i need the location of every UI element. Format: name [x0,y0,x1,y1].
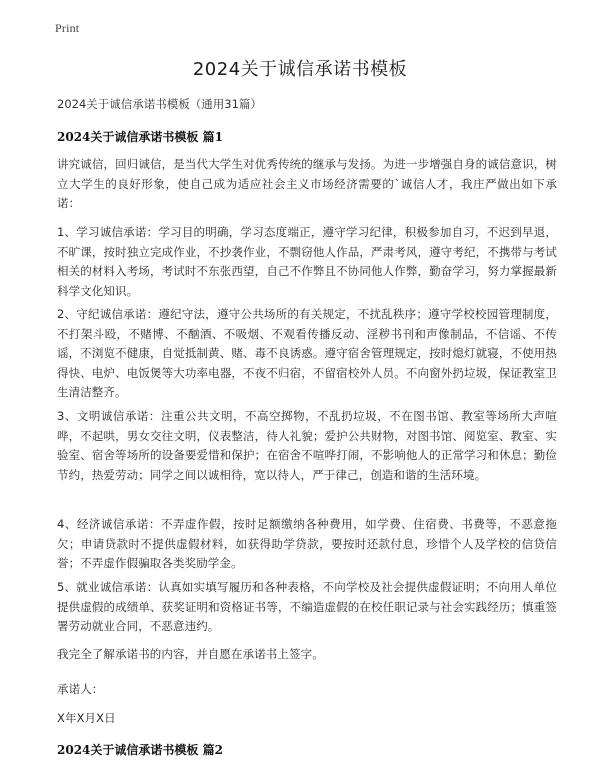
commitment-item-civility: 3、文明诚信承诺：注重公共文明，不高空掷物，不乱扔垃圾，不在图书馆、教室等场所大声喧哗，不起哄，男女交往文明，仪表整洁，待人礼貌；爱护公共财物，对图书馆、阅览室、教室、实验室、宿舍等场所的设备要爱惜和保护；在宿舍不喧哗打闹，不影响他人的正常学习和休息；勤俭节约，热爱劳动；同学之间以诚相待，宽以待人，严于律己，创造和谐的生活环境。 [57,409,557,482]
commitment-item-employment: 5、就业诚信承诺：认真如实填写履历和各种表格，不向学校及社会提供虚假证明；不向用人单位提供虚假的成绩单、获奖证明和资格证书等，不编造虚假的在校任职记录与社会实践经历；慎重签署劳动就业合同，不恶意违约。 [57,580,557,633]
signature-date: X年X月X日 [57,711,116,725]
section-heading-1: 2024关于诚信承诺书模板 篇1 [57,130,223,144]
document-title: 2024关于诚信承诺书模板 [192,59,408,80]
commitment-item-discipline: 2、守纪诚信承诺：遵纪守法，遵守公共场所的有关规定，不扰乱秩序；遵守学校校园管理制度，不打架斗殴，不赌博、不酗酒、不吸烟、不观看传播反动、淫秽书刊和声像制品，不信谣、不传谣，不浏览不健康，自觉抵制黄、赌、毒不良诱惑。遵守宿舍管理规定，按时熄灯就寝，不使用热得快、电炉、电饭煲等大功率电器，不夜不归宿，不留宿校外人员。不向窗外扔垃圾，保证教室卫生清洁整齐。 [57,307,557,399]
signer-label: 承诺人： [57,682,104,696]
commitment-item-study: 1、学习诚信承诺：学习目的明确，学习态度端正，遵守学习纪律，积极参加自习，不迟到早退，不旷课，按时独立完成作业，不抄袭作业，不剽窃他人作品，严肃考风，遵守考纪，不携带与考试相关的材料入考场，考试时不东张西望，自己不作弊且不协同他人作弊，勤奋学习，努力掌握最新科学文化知识。 [57,225,557,298]
section-heading-2: 2024关于诚信承诺书模板 篇2 [57,743,223,757]
commitment-item-economic: 4、经济诚信承诺：不弄虚作假，按时足额缴纳各种费用，如学费、住宿费、书费等，不恶意拖欠；申请贷款时不提供虚假材料，如获得助学贷款，要按时还款付息，珍惜个人及学校的信贷信誉；不弄虚作假骗取各类奖励学金。 [57,517,557,570]
intro-paragraph: 讲究诚信，回归诚信，是当代大学生对优秀传统的继承与发扬。为进一步增强自身的诚信意识，树立大学生的良好形象，使自己成为适应社会主义市场经济需要的`诚信人才，我庄严做出如下承诺： [57,157,557,210]
closing-statement: 我完全了解承诺书的内容，并自愿在承诺书上签字。 [57,647,324,661]
document-subtitle: 2024关于诚信承诺书模板（通用31篇） [57,97,262,111]
print-link[interactable]: Print [55,21,80,35]
